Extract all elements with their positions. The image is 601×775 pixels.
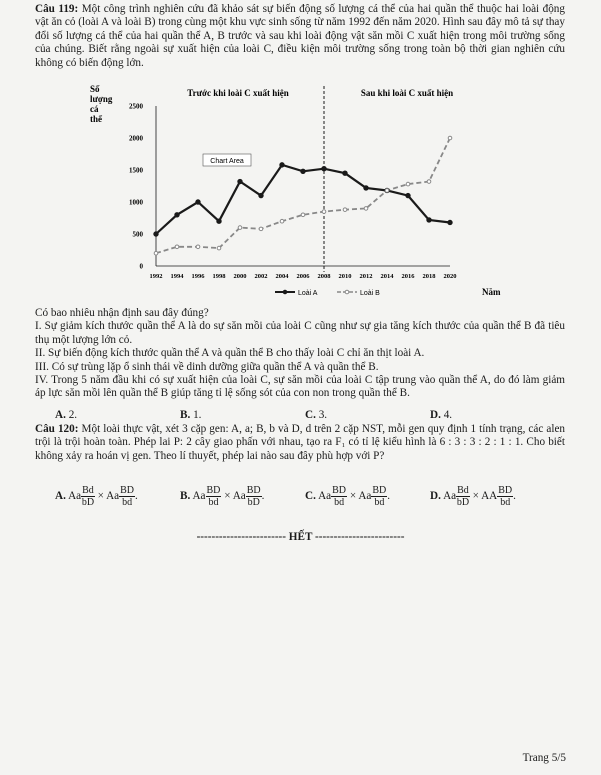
chart-point-a (406, 193, 410, 197)
chart-x-tick-label: 2002 (254, 273, 268, 280)
statement-2: II. Sự biến động kích thước quần thể A và quần thể B cho thấy loài C chỉ ăn thịt loài A. (35, 347, 425, 360)
chart-x-tick-label: 1996 (191, 273, 205, 280)
question-119-options (55, 409, 555, 421)
chart-y-ticks (129, 103, 144, 271)
chart-region-label-after: Sau khi loài C xuất hiện (360, 88, 454, 98)
statement-1: I. Sự giảm kích thước quần thể A là do sự săn mồi của loài C cũng như sự gia tăng kích thước của quần thể B đã tiêu thụ một lượng lớn cỏ. (35, 320, 565, 346)
option-a[interactable]: A. 2. (55, 409, 78, 421)
chart-region-label-before: Trước khi loài C xuất hiện (187, 88, 289, 98)
chart-y-axis-label (90, 84, 113, 124)
question-120-label: Câu 120: (35, 423, 79, 435)
chart-point-a (154, 232, 158, 236)
chart-x-tick-label: 2000 (233, 273, 247, 280)
question-120 (35, 423, 565, 463)
chart-y-tick-label: 2500 (129, 102, 143, 111)
chart-point-b (217, 246, 221, 250)
chart-y-tick-label: 2000 (129, 134, 143, 143)
legend-marker-a (283, 290, 287, 294)
cross-option-b[interactable]: B. Aa $\frac{BD}{bd}$ × Aa $\frac{BD}{bD}$ . (180, 485, 265, 508)
question-119-intro (35, 3, 565, 70)
chart-x-tick-label: 2020 (443, 273, 457, 280)
chart-point-b (448, 136, 452, 140)
option-b[interactable]: B. 1. (180, 409, 202, 421)
cross-option-c[interactable]: C. Aa $\frac{BD}{bd}$ × Aa $\frac{BD}{bd}$ . (305, 485, 391, 508)
chart-point-a (364, 186, 368, 190)
chart-point-b (406, 182, 410, 186)
genotype-fraction: $\frac{Bd}{bD}$ (81, 485, 95, 508)
genotype-fraction: $\frac{BD}{bD}$ (246, 485, 261, 508)
chart-point-a (343, 171, 347, 175)
chart-series-points (154, 136, 452, 255)
chart-x-tick-label: 1992 (149, 273, 163, 280)
chart-x-tick-label: 2006 (296, 273, 310, 280)
chart-point-b (154, 251, 158, 255)
chart-x-tick-label: 2014 (380, 273, 394, 280)
chart-point-a (301, 169, 305, 173)
chart-point-a (427, 218, 431, 222)
statement-3: III. Có sự trùng lặp ổ sinh thái về dinh dưỡng giữa quần thể A và quần thể B. (35, 360, 379, 373)
chart-point-b (175, 245, 179, 249)
question-119-body (35, 307, 565, 401)
question-119-prompt: Có bao nhiêu nhận định sau đây đúng? (35, 307, 209, 319)
chart-y-tick-label: 500 (132, 230, 143, 239)
chart-point-a (322, 167, 326, 171)
genotype-fraction: $\frac{BD}{bd}$ (332, 485, 347, 508)
chart-x-ticks (150, 273, 457, 280)
chart-x-tick-label: 1994 (170, 273, 184, 280)
chart-area-annotation (203, 154, 251, 166)
end-marker: ------------------------ HẾT ------------------------ (196, 531, 405, 543)
chart-point-b (259, 227, 263, 231)
chart-x-axis-label: Năm (482, 287, 501, 297)
chart-point-a (280, 163, 284, 167)
chart-point-b (196, 245, 200, 249)
legend-marker-b (345, 290, 349, 294)
genotype-fraction: $\frac{BD}{bd}$ (120, 485, 135, 508)
page-number: Trang 5/5 (522, 752, 566, 764)
statement-4: IV. Trong 5 năm đầu khi có sự xuất hiện của loài C, sự săn mồi của loài C tập trung vào quần thể A, do đó làm giảm áp lực săn mồi lên quần thể B giúp tăng tỉ lệ sống sót của con non trong quần thể B. (35, 374, 565, 400)
chart-point-a (259, 193, 263, 197)
chart-point-a (238, 179, 242, 183)
chart-point-b (322, 210, 326, 214)
chart-point-a (448, 220, 452, 224)
chart-point-b (343, 208, 347, 212)
legend-label-b: Loài B (360, 290, 380, 297)
genotype-fraction: $\frac{BD}{bd}$ (372, 485, 387, 508)
chart-x-tick-label: 2012 (359, 273, 373, 280)
population-chart (80, 80, 520, 305)
chart-y-label-line: cá (90, 104, 99, 114)
genotype-fraction: $\frac{Bd}{bD}$ (456, 485, 470, 508)
chart-point-a (175, 213, 179, 217)
cross-option-a[interactable]: A. Aa $\frac{Bd}{bD}$ × Aa $\frac{BD}{bd}$ . (55, 485, 138, 508)
chart-series-line-a (156, 165, 450, 234)
chart-point-b (364, 207, 368, 211)
option-c[interactable]: C. 3. (305, 409, 328, 421)
chart-point-a (217, 219, 221, 223)
question-120-text: Một loài thực vật, xét 3 cặp gen: A, a; B, b và D, d trên 2 cặp NST, mỗi gen quy định 1 tính trạng, các alen trội là trội hoàn toàn. Phép lai P: 2 cây giao phấn với nhau, tạo ra F₁ có tỉ lệ kiểu hình là 6 : 3 : 3 : 2 : 1 : 1. Cho biết không xảy ra hoán vị gen. Theo lí thuyết, phép lai nào sau đây phù hợp với P? (35, 423, 566, 462)
genotype-fraction: $\frac{BD}{bd}$ (498, 485, 513, 508)
chart-y-label-line: lượng (90, 94, 113, 104)
chart-point-a (196, 200, 200, 204)
chart-x-tick-label: 2008 (317, 273, 331, 280)
chart-x-tick-label: 2004 (275, 273, 289, 280)
chart-point-b (427, 180, 431, 184)
legend-label-a: Loài A (298, 290, 318, 297)
chart-legend (275, 290, 380, 297)
option-d[interactable]: D. 4. (430, 409, 453, 421)
question-119-text: Một công trình nghiên cứu đã khảo sát sự biến động số lượng cá thể của hai quần thể thuộc hai loài động vật ăn cỏ (loài A và loài B) trong cùng một khu vực sinh sống từ năm 1992 đến năm 2020. Hình sau đây mô tả sự thay đổi số lượng cá thể của hai quần thể A, B trước và sau khi loài động vật săn mồi C xuất hiện trong môi trường sống của chúng. Biết rằng ngoài sự xuất hiện của loài C, điều kiện môi trường sống trong toàn bộ thời gian nghiên cứu không có biến động lớn. (35, 3, 565, 69)
genotype-fraction: $\frac{BD}{bd}$ (206, 485, 221, 508)
chart-x-tick-label: 2016 (401, 273, 415, 280)
chart-x-tick-label: 1998 (212, 273, 226, 280)
chart-y-tick-label: 1000 (129, 198, 143, 207)
chart-y-label-line: Số (90, 84, 100, 94)
chart-x-tick-label: 2018 (422, 273, 436, 280)
chart-annotation-text: Chart Area (210, 158, 244, 165)
cross-option-d[interactable]: D. Aa $\frac{Bd}{bD}$ × AA $\frac{BD}{bd}$ . (430, 485, 516, 508)
chart-y-tick-label: 1500 (129, 166, 143, 175)
chart-x-tick-label: 2010 (338, 273, 352, 280)
chart-y-tick-label: 0 (139, 262, 143, 271)
chart-point-b (238, 226, 242, 230)
chart-point-b (385, 189, 389, 193)
chart-point-b (301, 213, 305, 217)
chart-y-label-line: thể (90, 114, 102, 124)
chart-point-b (280, 219, 284, 223)
question-119-label: Câu 119: (35, 3, 79, 15)
